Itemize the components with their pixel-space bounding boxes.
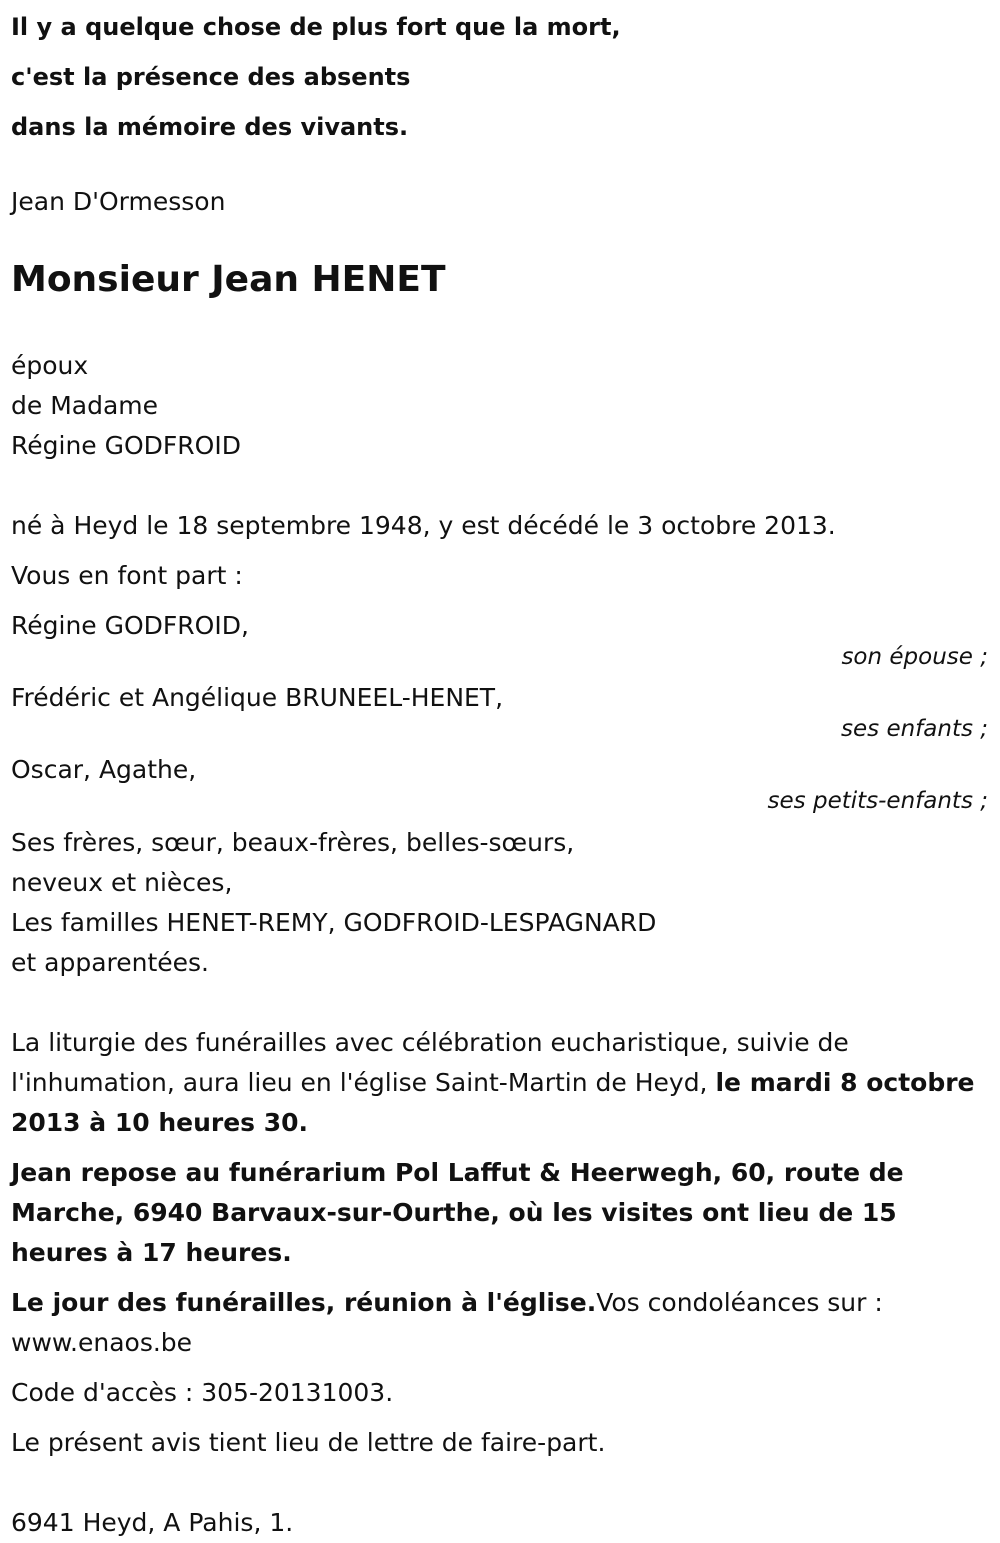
relative-name: Frédéric et Angélique BRUNEEL-HENET,: [11, 683, 504, 712]
relative-name: Régine GODFROID,: [11, 611, 249, 640]
obituary-page: [0, 2, 1000, 1536]
extended-family: [11, 823, 990, 983]
relative-entry: [11, 606, 990, 668]
quote-author: Jean D'Ormesson: [11, 187, 226, 216]
liturgy-paragraph: [11, 1023, 990, 1143]
quote-line-1: Il y a quelque chose de plus fort que la mort,: [11, 13, 621, 41]
family-address: 6941 Heyd, A Pahis, 1.: [11, 1508, 294, 1537]
quote-block: [11, 2, 990, 152]
relative-entry: [11, 678, 990, 740]
family-line: Ses frères, sœur, beaux-frères, belles-sœurs,: [11, 828, 575, 857]
relative-name: Oscar, Agathe,: [11, 755, 197, 784]
spouse-block: [11, 346, 990, 466]
birth-death-line: né à Heyd le 18 septembre 1948, y est décédé le 3 octobre 2013.: [11, 511, 836, 540]
access-code: Code d'accès : 305-20131003.: [11, 1378, 394, 1407]
visitation-paragraph: Jean repose au funérarium Pol Laffut & Heerwegh, 60, route de Marche, 6940 Barvaux-sur-Ourthe, où les visites ont lieu de 15 heures à 17 heures.: [11, 1158, 904, 1267]
condolences-paragraph: [11, 1283, 990, 1363]
announcement-intro: Vous en font part :: [11, 561, 243, 590]
meeting-text: Le jour des funérailles, réunion à l'église.: [11, 1288, 597, 1317]
spouse-line-1: époux: [11, 351, 89, 380]
quote-line-2: c'est la présence des absents: [11, 63, 411, 91]
liturgy-date: le mardi 8 octobre 2013 à 10 heures 30.: [11, 1068, 975, 1137]
relative-entry: [11, 750, 990, 812]
relative-role: son épouse ;: [841, 644, 988, 670]
family-line: et apparentées.: [11, 948, 209, 977]
notice-line: Le présent avis tient lieu de lettre de faire-part.: [11, 1428, 606, 1457]
quote-line-3: dans la mémoire des vivants.: [11, 113, 409, 141]
relatives-list: [11, 606, 990, 812]
spouse-line-3: Régine GODFROID: [11, 431, 241, 460]
spouse-line-2: de Madame: [11, 391, 159, 420]
liturgy-text: La liturgie des funérailles avec célébration eucharistique, suivie de l'inhumation, aura lieu en l'église Saint-Martin de Heyd,: [11, 1028, 849, 1097]
relative-role: ses enfants ;: [841, 716, 988, 742]
condolences-text: Vos condoléances sur : www.enaos.be: [11, 1288, 883, 1357]
relative-role: ses petits-enfants ;: [767, 788, 988, 814]
family-line: neveux et nièces,: [11, 868, 233, 897]
deceased-name: Monsieur Jean HENET: [11, 259, 446, 300]
family-line: Les familles HENET-REMY, GODFROID-LESPAGNARD: [11, 908, 657, 937]
